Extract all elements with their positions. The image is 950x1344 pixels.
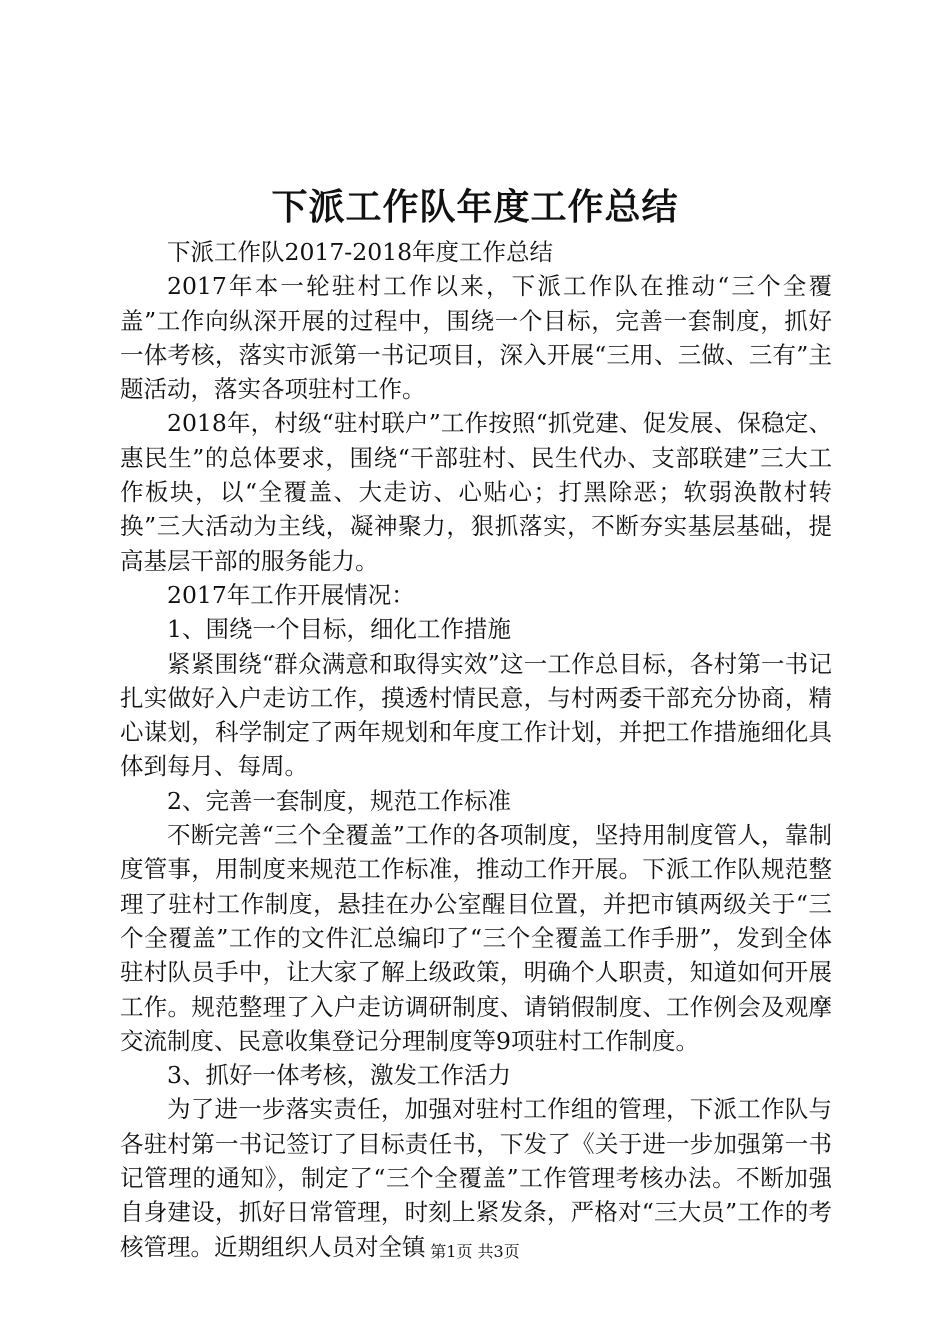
- paragraph: 2017年本一轮驻村工作以来，下派工作队在推动“三个全覆盖”工作向纵深开展的过程中，围绕一个目标，完善一套制度，抓好一体考核，落实市派第一书记项目，深入开展“三用、三做、三有”主题活动，落实各项驻村工作。: [120, 272, 832, 404]
- paragraph: 2018年，村级“驻村联户”工作按照“抓党建、促发展、保稳定、惠民生”的总体要求，围绕“干部驻村、民生代办、支部联建”三大工作板块，以“全覆盖、大走访、心贴心；打黑除恶；软弱涣散村转换”三大活动为主线，凝神聚力，狠抓落实，不断夯实基层基础，提高基层干部的服务能力。: [120, 409, 832, 575]
- section-heading: 3、抓好一体考核，激发工作活力: [167, 1061, 511, 1090]
- section-heading: 1、围绕一个目标，细化工作措施: [167, 615, 511, 644]
- section-heading: 2、完善一套制度，规范工作标准: [167, 786, 511, 815]
- paragraph: 紧紧围绕“群众满意和取得实效”这一工作总目标，各村第一书记扎实做好入户走访工作，摸透村情民意，与村两委干部充分协商，精心谋划，科学制定了两年规划和年度工作计划，并把工作措施细化具体到每月、每周。: [120, 649, 832, 781]
- document-title: 下派工作队年度工作总结: [271, 187, 679, 228]
- paragraph: 不断完善“三个全覆盖”工作的各项制度，坚持用制度管人，靠制度管事，用制度来规范工作标准，推动工作开展。下派工作队规范整理了驻村工作制度，悬挂在办公室醒目位置，并把市镇两级关于“三个全覆盖”工作的文件汇总编印了“三个全覆盖工作手册”，发到全体驻村队员手中，让大家了解上级政策，明确个人职责，知道如何开展工作。规范整理了入户走访调研制度、请销假制度、工作例会及观摩交流制度、民意收集登记分理制度等9项驻村工作制度。: [120, 821, 832, 1055]
- section-heading: 2017年工作开展情况：: [167, 580, 415, 609]
- paragraph-subtitle: 下派工作队2017-2018年度工作总结: [167, 238, 554, 266]
- document-body: [120, 235, 832, 1264]
- page-number-footer: 第1页 共3页: [430, 1242, 520, 1261]
- paragraph: 为了进一步落实责任，加强对驻村工作组的管理，下派工作队与各驻村第一书记签订了目标责任书，下发了《关于进一步加强第一书记管理的通知》，制定了“三个全覆盖”工作管理考核办法。不断加强自身建设，抓好日常管理，时刻上紧发条，严格对“三大员”工作的考核管理。近期组织人员对全镇: [120, 1095, 832, 1261]
